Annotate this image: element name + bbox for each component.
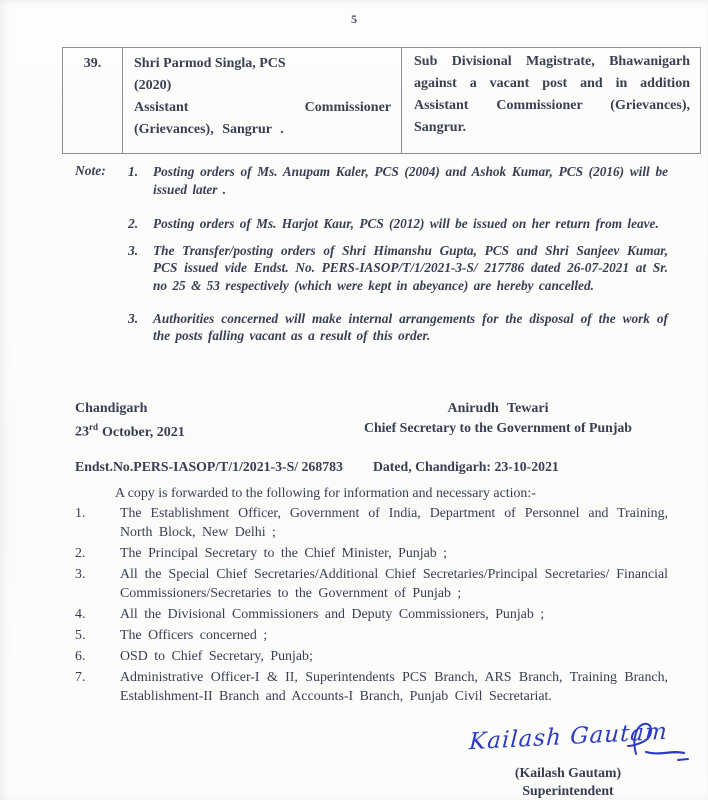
forward-item-number: 7. [75, 670, 86, 685]
endorsement-line [75, 459, 675, 475]
officer-post-word-right: Commissioner [304, 100, 391, 115]
note-item-text: Posting orders of Ms. Harjot Kaur, PCS (2012) will be issued on her return from leave. [153, 216, 659, 232]
forward-item [75, 565, 668, 603]
officer-current-post [134, 97, 391, 119]
forward-item-text: All the Special Chief Secretaries/Additional Chief Secretaries/Principal Secretaries/ Financial Commissioners/Secretaries to the Government of Punjab ; [120, 567, 668, 601]
officer-batch: (2020) [134, 78, 172, 93]
date-month-year: October, 2021 [102, 424, 185, 440]
dateline-section [75, 399, 668, 443]
forward-item [75, 504, 668, 542]
note-item [128, 215, 668, 233]
signature-printed-name: (Kailash Gautam) [514, 765, 622, 780]
note-item-number: 3. [128, 310, 139, 326]
note-item [128, 310, 668, 345]
forward-intro: A copy is forwarded to the following for information and necessary action:- [115, 486, 536, 501]
posting-line: against a vacant post and in addition [414, 76, 690, 91]
note-item-number: 1. [128, 164, 139, 179]
officer-cell [123, 48, 402, 154]
posting-line: Assistant Commissioner (Grievances), [414, 98, 690, 113]
forward-item [75, 626, 668, 645]
forward-item [75, 605, 668, 624]
serial-number-cell: 39. [63, 48, 123, 154]
forward-item-number: 3. [75, 567, 86, 582]
forward-item-number: 4. [75, 607, 86, 622]
signature-designation: Superintendent [522, 783, 614, 798]
endorsement-date: Dated, Chandigarh: 23-10-2021 [372, 459, 559, 474]
forward-item-text: OSD to Chief Secretary, Punjab; [120, 649, 313, 664]
note-items [128, 163, 668, 345]
forward-item-text: Administrative Officer-I & II, Superintendents PCS Branch, ARS Branch, Training Branch, Establishment-II Branch and Accounts-I Branch, Punjab Civil Secretariat. [120, 670, 668, 704]
forward-item-text: The Establishment Officer, Government of India, Department of Personnel and Training, North Block, New Delhi ; [120, 506, 668, 540]
forward-item-text: All the Divisional Commissioners and Deputy Commissioners, Punjab ; [120, 607, 545, 622]
posting-line: Sub Divisional Magistrate, Bhawanigarh [414, 54, 690, 69]
note-item [128, 242, 668, 295]
note-label: Note: [75, 163, 106, 178]
posting-line: Sangrur. [414, 120, 467, 135]
forward-item-number: 5. [75, 628, 86, 643]
forward-item-text: The Principal Secretary to the Chief Minister, Punjab ; [120, 546, 448, 561]
place-name: Chandigarh [75, 401, 148, 416]
handwritten-signature [448, 718, 688, 764]
note-section [75, 163, 668, 345]
forward-item [75, 544, 668, 563]
page-number: 5 [351, 12, 357, 26]
forwarded-copy-section [75, 484, 668, 708]
forward-item-number: 2. [75, 546, 86, 561]
signature-script-text: Kailash Gautam [467, 718, 669, 756]
note-item-text: Posting orders of Ms. Anupam Kaler, PCS (2004) and Ashok Kumar, PCS (2016) will be issued later . [153, 164, 668, 197]
signatory-title: Chief Secretary to the Government of Punjab [364, 420, 632, 435]
note-item-number: 3. [128, 242, 139, 258]
signature-block [448, 718, 688, 800]
date-ordinal-suffix: rd [89, 422, 98, 432]
note-item [128, 163, 668, 198]
transfer-order-table [62, 47, 701, 154]
new-posting-cell [402, 48, 701, 154]
forward-item [75, 668, 668, 706]
signatory-name: Anirudh Tewari [447, 401, 549, 416]
officer-post-word-left: Assistant [134, 100, 189, 115]
forward-item-text: The Officers concerned ; [120, 628, 268, 643]
signatory-block [335, 399, 661, 437]
officer-post-location: (Grievances), Sangrur . [134, 122, 284, 137]
forward-item-number: 6. [75, 649, 86, 664]
note-item-number: 2. [128, 216, 139, 232]
date-day: 23 [75, 424, 89, 440]
officer-name: Shri Parmod Singla, PCS [134, 56, 286, 71]
note-item-text: The Transfer/posting orders of Shri Himanshu Gupta, PCS and Shri Sanjeev Kumar, PCS issued vide Endst. No. PERS-IASOP/T/1/2021-3-S/ 217786 dated 26-07-2021 at Sr. no 25 & 53 respectively (which were kept in abeyance) are hereby cancelled. [153, 242, 668, 293]
table-row [63, 48, 701, 154]
note-item-text: Authorities concerned will make internal arrangements for the disposal of the work of the posts falling vacant as a result of this order. [153, 310, 668, 344]
forward-item [75, 647, 668, 666]
forward-item-number: 1. [75, 506, 86, 521]
endorsement-number: Endst.No.PERS-IASOP/T/1/2021-3-S/ 268783 [75, 459, 343, 474]
